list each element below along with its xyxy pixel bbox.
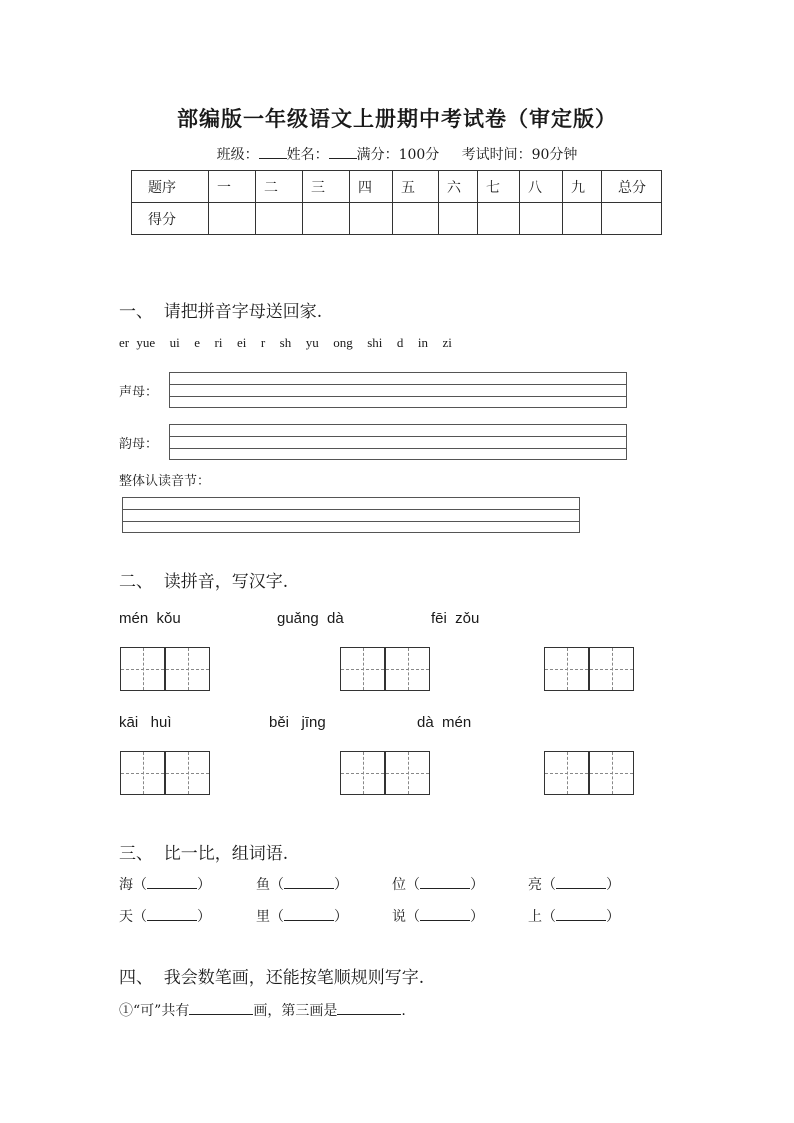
score-cell[interactable]	[350, 203, 393, 235]
section-2-heading: 二、 读拼音，写汉字.	[119, 572, 289, 592]
word-item: 海（ ）	[119, 877, 211, 893]
yunmu-label: 韵母：	[119, 437, 159, 452]
word-blank[interactable]	[147, 920, 197, 921]
word-blank[interactable]	[556, 920, 606, 921]
tian-grid-box[interactable]	[589, 751, 634, 795]
pinyin-word: guǎng dà	[277, 610, 344, 627]
header-cell: 题序	[132, 171, 209, 203]
header-cell: 三	[303, 171, 350, 203]
header-cell: 一	[209, 171, 256, 203]
tian-grid-box[interactable]	[165, 647, 210, 691]
row-label: 得分	[132, 203, 209, 235]
word-item: 说（ ）	[392, 909, 484, 925]
pinyin-word: fēi zǒu	[431, 610, 480, 627]
word-blank[interactable]	[420, 920, 470, 921]
shengmu-writing-lines[interactable]	[169, 372, 627, 408]
word-item: 里（ ）	[256, 909, 348, 925]
header-cell: 四	[350, 171, 393, 203]
word-blank[interactable]	[556, 888, 606, 889]
section-1-heading: 一、 请把拼音字母送回家.	[119, 302, 323, 322]
header-cell: 八	[520, 171, 563, 203]
word-blank[interactable]	[284, 920, 334, 921]
score-cell[interactable]	[478, 203, 520, 235]
header-cell: 五	[393, 171, 439, 203]
word-item: 上（ ）	[528, 909, 620, 925]
score-header-row	[132, 171, 662, 203]
tian-grid-box[interactable]	[385, 647, 430, 691]
name-blank[interactable]	[329, 158, 357, 159]
stroke-count-blank[interactable]	[189, 1014, 253, 1015]
pinyin-word: běi jīng	[269, 714, 326, 731]
word-item: 鱼（ ）	[256, 877, 348, 893]
zhengti-label: 整体认读音节：	[119, 474, 211, 489]
class-blank[interactable]	[259, 158, 287, 159]
score-cell[interactable]	[393, 203, 439, 235]
tian-grid-box[interactable]	[120, 647, 165, 691]
section-4-heading: 四、 我会数笔画，还能按笔顺规则写字.	[119, 968, 425, 988]
name-label: 姓名：	[286, 147, 329, 163]
score-cell[interactable]	[256, 203, 303, 235]
score-cell[interactable]	[439, 203, 478, 235]
score-cell[interactable]	[563, 203, 602, 235]
word-item: 天（ ）	[119, 909, 211, 925]
tian-grid-box[interactable]	[340, 647, 385, 691]
tian-grid-box[interactable]	[544, 647, 589, 691]
score-cell[interactable]	[520, 203, 563, 235]
tian-grid-box[interactable]	[589, 647, 634, 691]
word-item: 亮（ ）	[528, 877, 620, 893]
pinyin-word: kāi huì	[119, 714, 172, 731]
header-cell: 总分	[602, 171, 662, 203]
exam-info	[0, 144, 794, 164]
score-cell[interactable]	[303, 203, 350, 235]
tian-grid-box[interactable]	[340, 751, 385, 795]
full-score: 满分：100分	[356, 147, 440, 163]
third-stroke-blank[interactable]	[337, 1014, 401, 1015]
pinyin-letters: er yue ui e ri ei r sh yu ong shi d in zi	[119, 335, 452, 350]
header-cell: 六	[439, 171, 478, 203]
score-cell[interactable]	[602, 203, 662, 235]
pinyin-word: dà mén	[417, 714, 472, 731]
tian-grid-box[interactable]	[544, 751, 589, 795]
score-cell[interactable]	[209, 203, 256, 235]
header-cell: 九	[563, 171, 602, 203]
score-row	[132, 203, 662, 235]
word-blank[interactable]	[284, 888, 334, 889]
section-3-heading: 三、 比一比，组词语.	[119, 844, 289, 864]
word-blank[interactable]	[420, 888, 470, 889]
shengmu-label: 声母：	[119, 385, 159, 400]
yunmu-writing-lines[interactable]	[169, 424, 627, 460]
word-item: 位（ ）	[392, 877, 484, 893]
stroke-question-1: ①“可”共有 画，第三画是 .	[119, 1003, 406, 1019]
header-cell: 二	[256, 171, 303, 203]
zhengti-writing-lines[interactable]	[122, 497, 580, 533]
score-table	[131, 170, 662, 235]
tian-grid-box[interactable]	[165, 751, 210, 795]
header-cell: 七	[478, 171, 520, 203]
word-blank[interactable]	[147, 888, 197, 889]
class-label: 班级：	[216, 147, 259, 163]
tian-grid-box[interactable]	[385, 751, 430, 795]
pinyin-word: mén kǒu	[119, 610, 181, 627]
tian-grid-box[interactable]	[120, 751, 165, 795]
exam-time: 考试时间：90分钟	[461, 147, 578, 163]
page-title: 部编版一年级语文上册期中考试卷（审定版）	[177, 106, 617, 131]
